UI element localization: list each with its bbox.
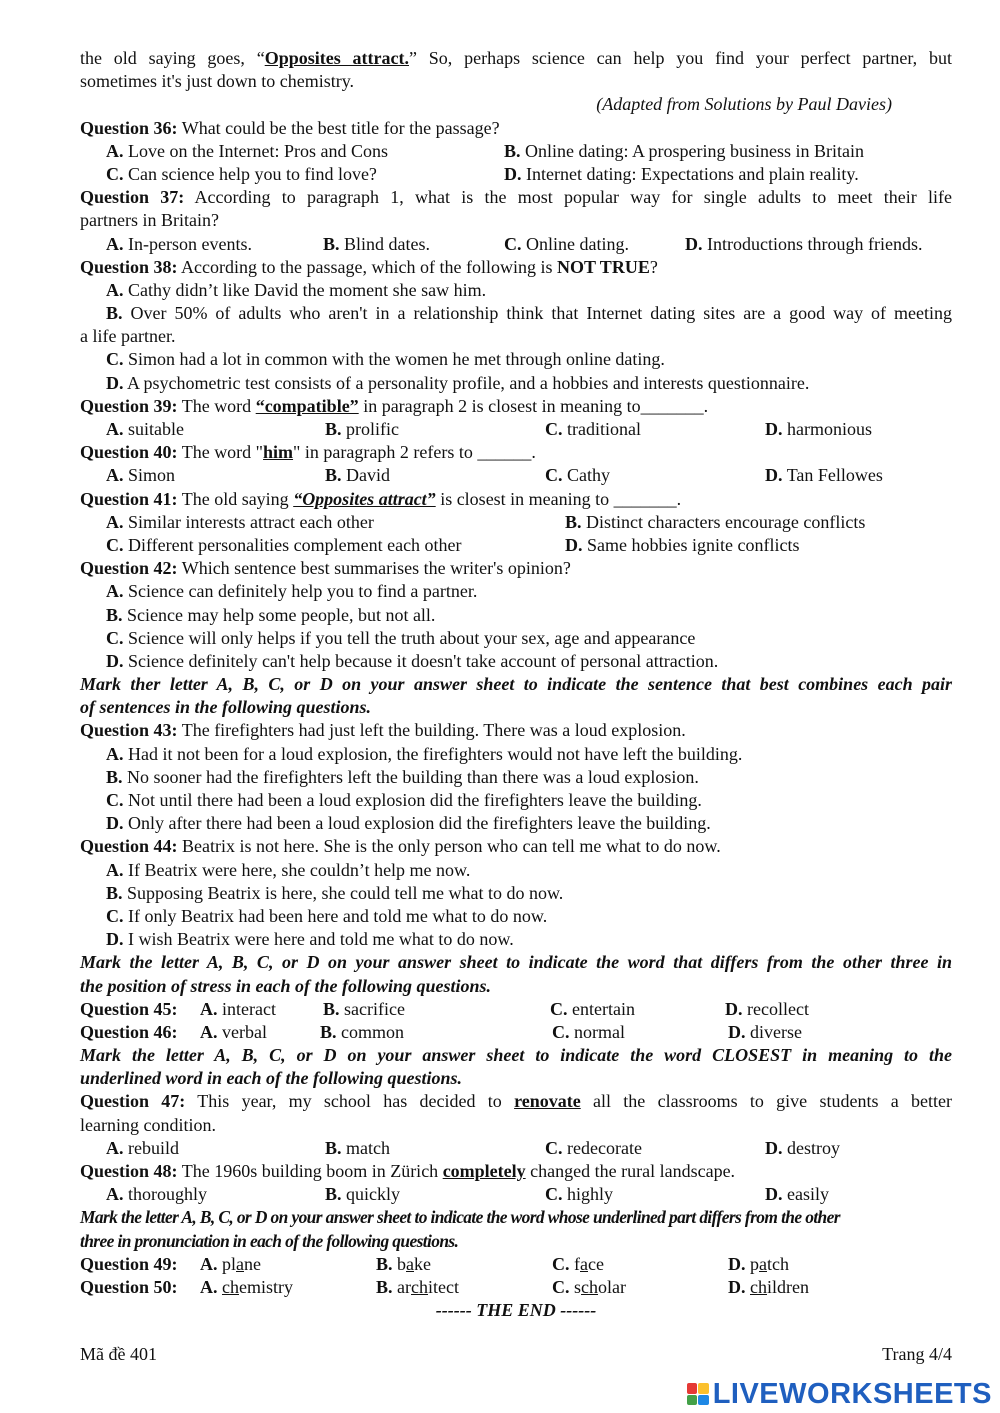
options-row: A. Similar interests attract each other B. Distinct characters encourage conflicts bbox=[106, 511, 866, 532]
option-d[interactable]: Tan Fellowes bbox=[786, 465, 883, 486]
option-c[interactable]: C. Simon had a lot in common with the women he met through online dating. bbox=[106, 349, 665, 370]
option-d[interactable]: D. I wish Beatrix were here and told me what to do now. bbox=[106, 929, 514, 950]
option-b[interactable]: prolific bbox=[346, 419, 399, 439]
option-c[interactable]: entertain bbox=[572, 998, 635, 1019]
option-c[interactable]: redecorate bbox=[567, 1137, 642, 1158]
underlined-word: “compatible” bbox=[255, 395, 359, 416]
question-46: Question 46: A. verbal B. common C. normal D. diverse bbox=[80, 1021, 802, 1042]
option-c[interactable]: C. scholar bbox=[552, 1276, 626, 1297]
option-d[interactable]: Same hobbies ignite conflicts bbox=[587, 534, 800, 555]
option-a[interactable]: A. chemistry bbox=[200, 1276, 293, 1297]
passage-line: sometimes it's just down to chemistry. bbox=[80, 71, 355, 92]
options-row: A. Simon B. David C. Cathy D. Tan Fellowes bbox=[106, 465, 883, 486]
instruction-cont: of sentences in the following questions. bbox=[80, 697, 372, 718]
option-a[interactable]: A. If Beatrix were here, she couldn’t help me now. bbox=[106, 859, 471, 880]
underlined-phrase: Opposites attract. bbox=[264, 48, 409, 68]
option-c[interactable]: C. Not until there had been a loud explosion did the firefighters leave the building. bbox=[106, 790, 702, 810]
options-row: A. thoroughly B. quickly C. highly D. easily bbox=[106, 1184, 829, 1205]
option-d[interactable]: D. Science definitely can't help because it doesn't take account of personal attraction. bbox=[106, 650, 719, 671]
option-d[interactable]: recollect bbox=[747, 998, 809, 1019]
option-b[interactable]: Online dating: A prospering business in Britain bbox=[525, 140, 864, 161]
option-b-cont: a life partner. bbox=[80, 326, 176, 347]
option-b[interactable]: sacrifice bbox=[344, 998, 405, 1019]
exam-page bbox=[80, 47, 952, 1322]
option-c[interactable]: normal bbox=[574, 1021, 625, 1042]
underlined-word: completely bbox=[442, 1161, 526, 1181]
option-d[interactable]: D. A psychometric test consists of a personality profile, and a hobbies and interests questionnaire. bbox=[106, 372, 810, 393]
question-39: Question 39: The word “compatible” in paragraph 2 is closest in meaning to_______. bbox=[80, 395, 709, 416]
option-a[interactable]: A. Had it not been for a loud explosion, the firefighters would not have left the building. bbox=[106, 743, 743, 764]
option-b[interactable]: David bbox=[346, 465, 391, 486]
option-a[interactable]: suitable bbox=[128, 419, 184, 439]
question-49: Question 49: A. plane B. bake C. face D. patch bbox=[80, 1253, 952, 1276]
option-a[interactable]: interact bbox=[222, 998, 276, 1019]
option-a[interactable]: Simon bbox=[128, 465, 176, 486]
instruction-cont: three in pronunciation in each of the following questions. bbox=[80, 1230, 459, 1251]
option-d[interactable]: D. patch bbox=[728, 1253, 789, 1274]
instruction: Mark the letter A, B, C, or D on your answer sheet to indicate the word that differs from the other three in bbox=[80, 952, 952, 973]
question-47-cont: learning condition. bbox=[80, 1114, 216, 1135]
question-50: Question 50: A. chemistry B. architect C. scholar D. children bbox=[80, 1276, 952, 1299]
question-48: Question 48: The 1960s building boom in Zürich completely changed the rural landscape. bbox=[80, 1161, 736, 1181]
option-b[interactable]: B. architect bbox=[376, 1276, 459, 1297]
options-row: C. Can science help you to find love? D. Internet dating: Expectations and plain reality. bbox=[106, 163, 859, 184]
option-c[interactable]: C. Science will only helps if you tell the truth about your sex, age and appearance bbox=[106, 627, 696, 648]
option-d[interactable]: destroy bbox=[787, 1137, 840, 1158]
option-b[interactable]: match bbox=[346, 1137, 390, 1158]
option-d[interactable]: easily bbox=[787, 1184, 829, 1205]
instruction-cont: underlined word in each of the following questions. bbox=[80, 1068, 463, 1089]
option-d[interactable]: harmonious bbox=[787, 419, 872, 439]
question-40: Question 40: The word "him" in paragraph 2 refers to ______. bbox=[80, 442, 536, 463]
options-row: A. In-person events. B. Blind dates. C. Online dating. D. Introductions through friends. bbox=[106, 233, 923, 254]
option-c[interactable]: Different personalities complement each other bbox=[128, 534, 462, 555]
option-d[interactable]: D. Only after there had been a loud explosion did the firefighters leave the building. bbox=[106, 813, 711, 834]
options-row: A. Love on the Internet: Pros and Cons B. Online dating: A prospering business in Britain bbox=[106, 140, 864, 161]
passage-source: (Adapted from Solutions by Paul Davies) bbox=[596, 94, 892, 115]
option-b[interactable]: B. Science may help some people, but not all. bbox=[106, 604, 436, 625]
option-b[interactable]: quickly bbox=[346, 1184, 401, 1205]
option-a[interactable]: Similar interests attract each other bbox=[128, 511, 374, 532]
option-d[interactable]: diverse bbox=[750, 1021, 802, 1042]
option-d[interactable]: Introductions through friends. bbox=[707, 233, 923, 254]
option-b[interactable]: Blind dates. bbox=[344, 233, 431, 254]
option-b[interactable]: B. Supposing Beatrix is here, she could tell me what to do now. bbox=[106, 882, 564, 903]
option-b[interactable]: B. bake bbox=[376, 1253, 432, 1274]
liveworksheets-logo bbox=[687, 1379, 992, 1409]
page-number: Trang 4/4 bbox=[882, 1344, 952, 1364]
options-row: C. Different personalities complement each other D. Same hobbies ignite conflicts bbox=[106, 534, 800, 555]
question-41: Question 41: The old saying “Opposites attract” is closest in meaning to _______. bbox=[80, 488, 682, 509]
option-d[interactable]: Internet dating: Expectations and plain reality. bbox=[526, 163, 859, 184]
instruction: Mark ther letter A, B, C, or D on your answer sheet to indicate the sentence that best combines each pair bbox=[80, 674, 952, 695]
question-38: Question 38: According to the passage, which of the following is NOT TRUE? bbox=[80, 256, 658, 277]
option-b[interactable]: common bbox=[341, 1021, 405, 1042]
instruction: Mark the letter A, B, C, or D on your answer sheet to indicate the word CLOSEST in meaning to the bbox=[80, 1045, 952, 1066]
option-a[interactable]: thoroughly bbox=[128, 1184, 207, 1205]
question-42: Question 42: Which sentence best summarises the writer's opinion? bbox=[80, 558, 571, 579]
question-37: Question 37: According to paragraph 1, what is the most popular way for single adults to meet their life bbox=[80, 187, 952, 208]
option-b[interactable]: B. No sooner had the firefighters left the building than there was a loud explosion. bbox=[106, 766, 699, 787]
option-a[interactable]: A. Cathy didn’t like David the moment she saw him. bbox=[106, 279, 487, 300]
option-a[interactable]: verbal bbox=[222, 1021, 267, 1042]
question-36: Question 36: What could be the best title for the passage? bbox=[80, 117, 500, 138]
logo-icon bbox=[687, 1383, 709, 1405]
options-row: A. rebuild B. match C. redecorate D. destroy bbox=[106, 1137, 840, 1158]
option-c[interactable]: highly bbox=[567, 1184, 614, 1205]
option-b[interactable]: B. Over 50% of adults who aren't in a relationship think that Internet dating sites are a good way of meeting bbox=[106, 303, 952, 324]
option-c[interactable]: C. face bbox=[552, 1253, 604, 1274]
option-c[interactable]: Cathy bbox=[567, 465, 610, 486]
option-a[interactable]: In-person events. bbox=[128, 233, 252, 254]
instruction-cont: the position of stress in each of the following questions. bbox=[80, 975, 492, 996]
underlined-word: renovate bbox=[514, 1091, 581, 1112]
options-row: A. suitable B. prolific C. traditional D. harmonious bbox=[106, 419, 872, 439]
question-37-cont: partners in Britain? bbox=[80, 210, 219, 231]
passage-line: the old saying goes, “Opposites attract.” So, perhaps science can help you find your perfect partner, but bbox=[80, 48, 952, 68]
option-c[interactable]: traditional bbox=[567, 419, 641, 439]
the-end-marker: ------ THE END ------ bbox=[435, 1300, 597, 1321]
underlined-word: him bbox=[263, 442, 294, 463]
question-45: Question 45: A. interact B. sacrifice C. entertain D. recollect bbox=[80, 998, 809, 1019]
option-a[interactable]: A. plane bbox=[200, 1253, 262, 1274]
exam-code: Mã đề 401 bbox=[80, 1344, 157, 1364]
option-c[interactable]: Online dating. bbox=[526, 233, 629, 254]
question-43: Question 43: The firefighters had just left the building. There was a loud explosion. bbox=[80, 720, 686, 741]
option-a[interactable]: Love on the Internet: Pros and Cons bbox=[128, 140, 388, 161]
page-footer bbox=[80, 1342, 952, 1366]
underlined-phrase: “Opposites attract” bbox=[293, 488, 436, 509]
instruction: Mark the letter A, B, C, or D on your answer sheet to indicate the word whose underlined part differs from the other bbox=[80, 1207, 840, 1228]
option-a[interactable]: rebuild bbox=[128, 1137, 179, 1158]
brand-name: LIVEWORKSHEETS bbox=[712, 1377, 992, 1410]
option-d[interactable]: D. children bbox=[728, 1276, 809, 1297]
option-a[interactable]: A. Science can definitely help you to find a partner. bbox=[106, 581, 478, 602]
option-b[interactable]: Distinct characters encourage conflicts bbox=[586, 511, 866, 532]
option-c[interactable]: Can science help you to find love? bbox=[128, 163, 377, 184]
option-c[interactable]: C. If only Beatrix had been here and told me what to do now. bbox=[106, 905, 548, 926]
question-47: Question 47: This year, my school has decided to renovate all the classrooms to give students a better bbox=[80, 1091, 952, 1112]
question-44: Question 44: Beatrix is not here. She is the only person who can tell me what to do now. bbox=[80, 836, 721, 857]
